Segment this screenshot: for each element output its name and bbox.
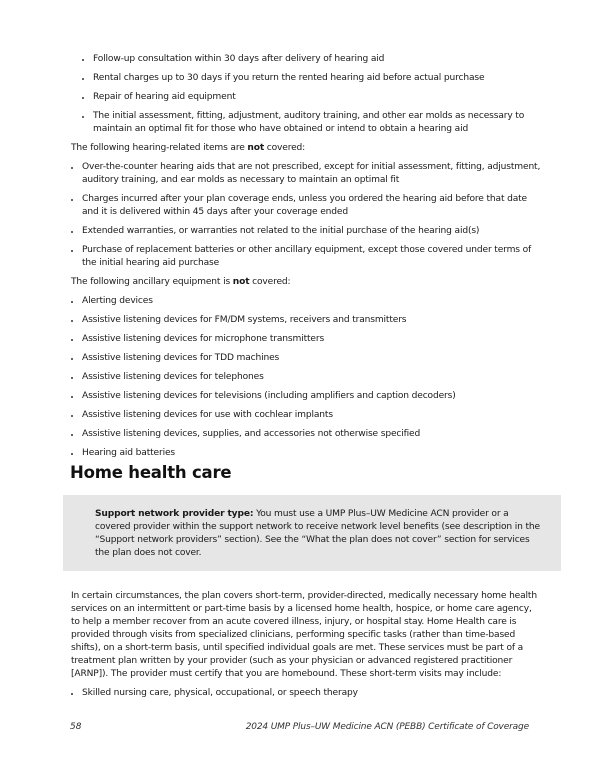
intro-text: The following hearing-related items are: [71, 143, 248, 153]
emphasis-not: not: [247, 143, 265, 153]
list-item: Skilled nursing care, physical, occupational, or speech therapy: [69, 687, 544, 700]
list-item: Assistive listening devices for TDD machines: [69, 352, 544, 365]
page-number: 58: [70, 722, 82, 732]
document-title: 2024 UMP Plus–UW Medicine ACN (PEBB) Certificate of Coverage: [245, 722, 529, 732]
list-item: Extended warranties, or warranties not related to the initial purchase of the hearing aid(s): [69, 225, 544, 238]
home-health-visits-list: [69, 687, 544, 706]
list-item: Over-the-counter hearing aids that are not prescribed, except for initial assessment, fitting, adjustment, auditory training, and ear molds as necessary to maintain an optimal fit: [69, 161, 544, 187]
hearing-not-covered-intro: [71, 142, 541, 155]
list-item: Purchase of replacement batteries or other ancillary equipment, except those covered under terms of the initial hearing aid purchase: [69, 244, 544, 270]
list-item: Assistive listening devices for microphone transmitters: [69, 333, 544, 346]
intro-text: covered:: [249, 277, 291, 287]
list-item: Assistive listening devices for use with cochlear implants: [69, 409, 544, 422]
note-label: Support network provider type:: [95, 509, 254, 519]
intro-text: The following ancillary equipment is: [71, 277, 233, 287]
note-body: You must use a UMP Plus–UW Medicine ACN provider or a covered provider within the support network to receive network level benefits (see description in the “Support network providers” section). See the “What the plan does not cover” section for services the plan does not cover.: [95, 509, 540, 558]
list-item: The initial assessment, fitting, adjustment, auditory training, and other ear molds as necessary to maintain an optimal fit for those who have obtained or intend to obtain a hearing aid: [80, 110, 538, 136]
ancillary-not-covered-intro: [71, 276, 541, 289]
provider-type-note: [63, 495, 561, 571]
list-item: Repair of hearing aid equipment: [80, 91, 538, 104]
note-text: [95, 508, 540, 560]
emphasis-not: not: [232, 277, 250, 287]
list-item: Assistive listening devices for telephones: [69, 371, 544, 384]
intro-text: covered:: [264, 143, 306, 153]
list-item: Charges incurred after your plan coverage ends, unless you ordered the hearing aid before that date and it is delivered within 45 days after your coverage ended: [69, 193, 544, 219]
ancillary-not-covered-list: [69, 295, 544, 466]
list-item: Follow-up consultation within 30 days after delivery of hearing aid: [80, 53, 538, 66]
section-heading: Home health care: [70, 463, 232, 482]
home-health-description: In certain circumstances, the plan covers short-term, provider-directed, medically necessary home health services on an intermittent or part-time basis by a licensed home health, hospice, or home care agency, to help a member recover from an acute covered illness, injury, or hospital stay. Home Health care is provided through visits from specialized clinicians, performing specific tasks (rather than time-based shifts), on a short-term basis, until specified individual goals are met. These services must be part of a treatment plan written by your provider (such as your physician or advanced registered practitioner [ARNP]). The provider must certify that you are homebound. These short-term visits may include:: [71, 591, 537, 679]
list-item: Alerting devices: [69, 295, 544, 308]
list-item: Assistive listening devices for televisions (including amplifiers and caption decoders): [69, 390, 544, 403]
list-item: Hearing aid batteries: [69, 447, 544, 460]
list-item: Assistive listening devices, supplies, and accessories not otherwise specified: [69, 428, 544, 441]
hearing-covered-list: [80, 53, 538, 142]
list-item: Assistive listening devices for FM/DM systems, receivers and transmitters: [69, 314, 544, 327]
hearing-not-covered-list: [69, 161, 544, 276]
list-item: Rental charges up to 30 days if you return the rented hearing aid before actual purchase: [80, 72, 538, 85]
